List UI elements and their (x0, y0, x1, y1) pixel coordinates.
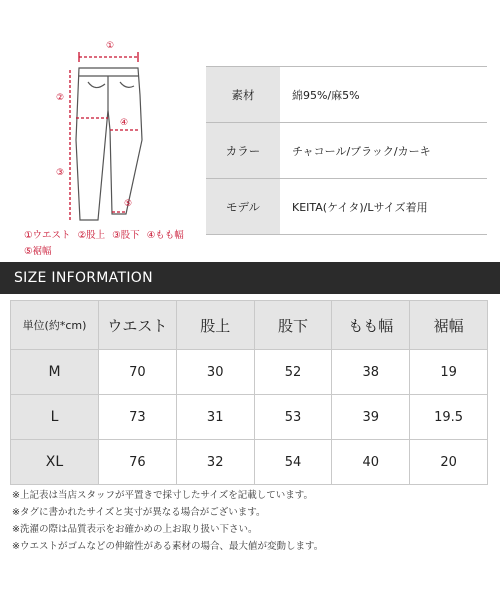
table-cell: 52 (254, 350, 332, 395)
legend-item: ⑤裾幅 (24, 246, 52, 257)
spec-row (206, 179, 487, 235)
note-line: ※洗濯の際は品質表示をお確かめの上お取り扱い下さい。 (12, 524, 258, 535)
column-header: 裾幅 (410, 301, 488, 350)
spec-key: モデル (206, 179, 280, 235)
spec-value: KEITA(ケイタ)/Lサイズ着用 (280, 179, 487, 235)
table-row (11, 440, 488, 485)
size-table-header (11, 301, 488, 350)
size-label: L (11, 395, 99, 440)
table-cell: 53 (254, 395, 332, 440)
note-line: ※上記表は当店スタッフが平置きで採寸したサイズを記載しています。 (12, 490, 313, 501)
table-cell: 73 (99, 395, 177, 440)
table-cell: 38 (332, 350, 410, 395)
marker-1: ① (105, 41, 115, 51)
spec-key: カラー (206, 123, 280, 179)
spec-row (206, 123, 487, 179)
size-label: M (11, 350, 99, 395)
spec-key: 素材 (206, 67, 280, 123)
table-cell: 39 (332, 395, 410, 440)
column-header: 股下 (254, 301, 332, 350)
note-line: ※タグに書かれたサイズと実寸が異なる場合がございます。 (12, 507, 266, 518)
spec-row (206, 67, 487, 123)
size-info-header: SIZE INFORMATION (0, 262, 500, 294)
legend-item: ③股下 (112, 230, 140, 241)
marker-4: ④ (119, 118, 129, 128)
spec-value: チャコール/ブラック/カーキ (280, 123, 487, 179)
marker-2: ② (55, 93, 65, 103)
table-cell: 19.5 (410, 395, 488, 440)
measurement-legend (24, 228, 224, 260)
pants-outline (76, 68, 142, 220)
size-label: XL (11, 440, 99, 485)
legend-item: ①ウエスト (24, 230, 71, 241)
legend-item: ②股上 (77, 230, 106, 241)
table-cell: 20 (410, 440, 488, 485)
marker-5: ⑤ (123, 199, 133, 209)
column-header: ウエスト (99, 301, 177, 350)
table-cell: 32 (176, 440, 254, 485)
table-cell: 40 (332, 440, 410, 485)
size-table (10, 300, 488, 485)
pants-diagram (0, 0, 205, 260)
table-cell: 19 (410, 350, 488, 395)
marker-3: ③ (55, 168, 65, 178)
table-cell: 30 (176, 350, 254, 395)
column-header: 股上 (176, 301, 254, 350)
table-row (11, 395, 488, 440)
column-header: もも幅 (332, 301, 410, 350)
table-cell: 76 (99, 440, 177, 485)
table-cell: 54 (254, 440, 332, 485)
legend-item: ④もも幅 (146, 230, 184, 241)
spec-table (206, 66, 487, 235)
table-cell: 70 (99, 350, 177, 395)
table-cell: 31 (176, 395, 254, 440)
note-line: ※ウエストがゴムなどの伸縮性がある素材の場合、最大値が変動します。 (12, 541, 324, 552)
spec-value: 綿95%/麻5% (280, 67, 487, 123)
notes (12, 487, 323, 555)
unit-label: 単位(約*cm) (11, 301, 99, 350)
table-row (11, 350, 488, 395)
